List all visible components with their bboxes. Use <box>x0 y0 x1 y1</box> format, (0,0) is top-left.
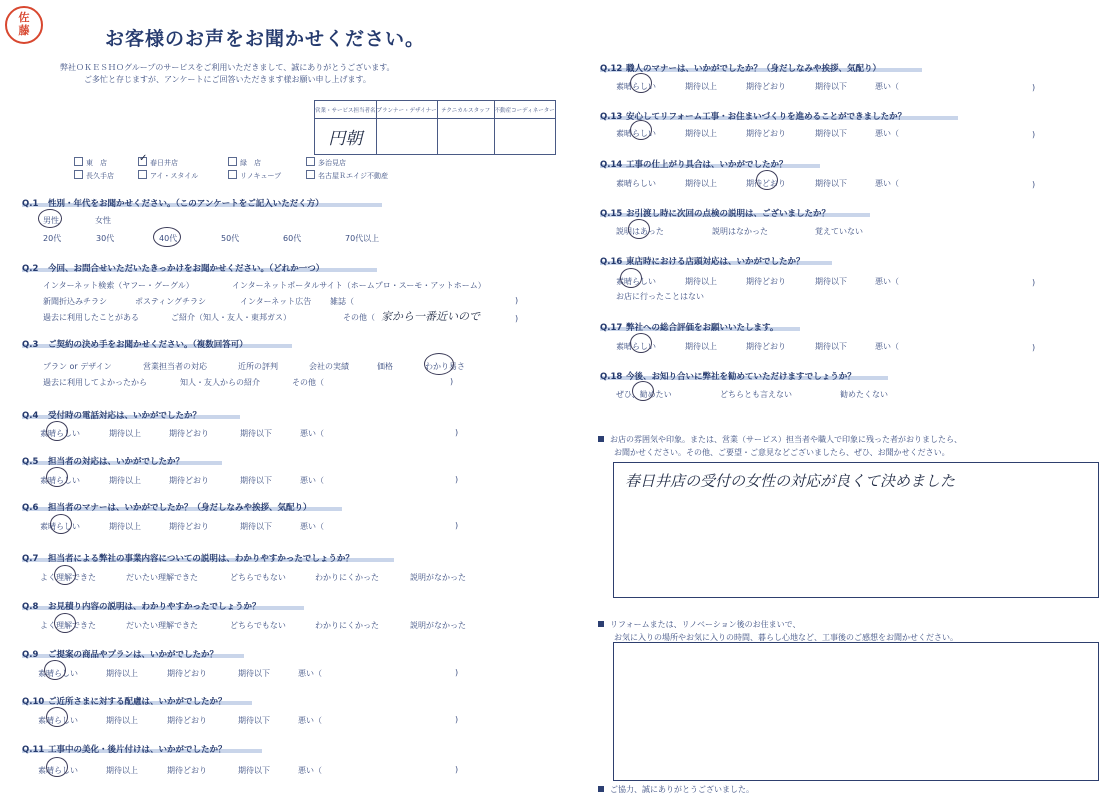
q7-option-mostly[interactable]: だいたい理解できた <box>126 573 198 582</box>
staff-header-realestate: 不動産コーディネーター <box>494 101 555 119</box>
q9-rating-excellent[interactable]: 素晴らしい <box>38 669 78 678</box>
checkbox-icon <box>228 170 237 179</box>
q2-option-referral[interactable]: ご紹介（知人・友人・東邦ガス） <box>171 313 291 322</box>
q12-rating-below[interactable]: 期待以下 <box>815 82 847 91</box>
q8-option-mostly[interactable]: だいたい理解できた <box>126 621 198 630</box>
q3-option-other[interactable]: その他（ <box>292 378 324 387</box>
answer-circle <box>50 514 72 534</box>
q5-rating-bad[interactable]: 悪い（ <box>300 476 324 485</box>
q14-rating-expected[interactable]: 期待どおり <box>746 179 786 188</box>
bullet-square-icon <box>598 786 604 792</box>
question-7: Q.7 担当者による弊社の事業内容についての説明は、わかりやすかったでしょうか？ <box>22 554 354 564</box>
q3-option-reputation[interactable]: 近所の評判 <box>238 362 278 371</box>
q2-option-magazine[interactable]: 雑誌（ <box>330 297 354 306</box>
checkbox-checked-icon: ✓ <box>139 153 148 164</box>
staff-value-planner <box>376 119 437 155</box>
q3-option-clarity[interactable]: わかり易さ <box>425 362 465 371</box>
q7-option-none[interactable]: 説明がなかった <box>410 573 466 582</box>
q12-rating-above[interactable]: 期待以上 <box>685 82 717 91</box>
staff-value-realestate <box>494 119 555 155</box>
q6-rating-expected[interactable]: 期待どおり <box>169 522 209 531</box>
q13-rating-bad[interactable]: 悪い（ <box>875 129 899 138</box>
q5-rating-expected[interactable]: 期待どおり <box>169 476 209 485</box>
answer-circle <box>630 120 652 140</box>
store-checkbox-istyle[interactable]: アイ・スタイル <box>138 170 198 181</box>
q6-rating-below[interactable]: 期待以下 <box>240 522 272 531</box>
q2-option-search[interactable]: インターネット検索（ヤフー・グーグル） <box>43 281 194 290</box>
q13-rating-above[interactable]: 期待以上 <box>685 129 717 138</box>
store-checkbox-tajimi[interactable]: 多治見店 <box>306 157 346 168</box>
question-4: Q.4 受付時の電話対応は、いかがでしたか？ <box>22 411 202 421</box>
q9-rating-above[interactable]: 期待以上 <box>106 669 138 678</box>
q14-rating-bad[interactable]: 悪い（ <box>875 179 899 188</box>
intro-line-1: 弊社ＯＫＥＳＨＯグループのサービスをご利用いただきまして、誠にありがとうございます。 <box>60 63 395 72</box>
q12-rating-excellent[interactable]: 素晴らしい <box>616 82 656 91</box>
comment1-prompt-line-1: お店の雰囲気や印象。または、営業（サービス）担当者や職人で印象に残った者がおりましたら、 <box>598 434 962 445</box>
question-2: Q.2 今回、お問合せいただいたきっかけをお聞かせください。（どれか一つ） <box>22 264 325 274</box>
q9-rating-below[interactable]: 期待以下 <box>238 669 270 678</box>
checkbox-icon <box>228 157 237 166</box>
q16-rating-excellent[interactable]: 素晴らしい <box>616 277 656 286</box>
q7-option-neutral[interactable]: どちらでもない <box>230 573 286 582</box>
q12-rating-bad[interactable]: 悪い（ <box>875 82 899 91</box>
checkbox-icon <box>74 157 83 166</box>
store-checkbox-rage[interactable]: 名古屋Ｒエイジ不動産 <box>306 170 388 181</box>
question-15: Q.15 お引渡し時に次回の点検の説明は、ございましたか？ <box>600 209 831 219</box>
question-6: Q.6 担当者のマナーは、いかがでしたか？（身だしなみや挨拶、気配り） <box>22 503 312 513</box>
q1-age-20[interactable]: 20代 <box>43 234 62 243</box>
question-10: Q.10 ご近所さまに対する配慮は、いかがでしたか？ <box>22 697 227 707</box>
question-9: Q.9 ご提案の商品やプランは、いかがでしたか？ <box>22 650 219 660</box>
question-1: Q.1 性別・年代をお聞かせください。（このアンケートをご記入いただく方） <box>22 199 324 209</box>
q13-rating-below[interactable]: 期待以下 <box>815 129 847 138</box>
q10-rating-bad[interactable]: 悪い（ <box>298 716 322 725</box>
q8-option-fully[interactable]: よく理解できた <box>40 621 96 630</box>
q8-option-none[interactable]: 説明がなかった <box>410 621 466 630</box>
q3-option-track-record[interactable]: 会社の実績 <box>309 362 349 371</box>
q5-rating-above[interactable]: 期待以上 <box>109 476 141 485</box>
comment2-prompt-line-2: お気に入りの場所やお気に入りの時間、暮らし心地など、工事後のご感想をお聞かせください。 <box>614 633 958 642</box>
question-18: Q.18 今後、お知り合いに弊社を勧めていただけますでしょうか？ <box>600 372 856 382</box>
store-checkbox-nagakute[interactable]: 長久手店 <box>74 170 114 181</box>
store-checkbox-renocube[interactable]: リノキューブ <box>228 170 281 181</box>
q14-rating-above[interactable]: 期待以上 <box>685 179 717 188</box>
intro-line-2: ご多忙と存じますが、アンケートにご回答いただきます様お願い申し上げます。 <box>84 75 371 84</box>
answer-circle <box>153 227 181 247</box>
q1-age-70[interactable]: 70代以上 <box>345 234 380 243</box>
q3-option-plan[interactable]: プラン or デザイン <box>43 362 112 371</box>
q1-age-40[interactable]: 40代 <box>159 234 178 243</box>
q4-rating-above[interactable]: 期待以上 <box>109 429 141 438</box>
q8-option-unclear[interactable]: わかりにくかった <box>315 621 379 630</box>
q6-rating-above[interactable]: 期待以上 <box>109 522 141 531</box>
q3-option-price[interactable]: 価格 <box>377 362 393 371</box>
answer-circle <box>46 757 68 777</box>
q17-rating-bad[interactable]: 悪い（ <box>875 342 899 351</box>
staff-table <box>314 100 556 155</box>
q5-rating-excellent[interactable]: 素晴らしい <box>40 476 80 485</box>
q13-rating-excellent[interactable]: 素晴らしい <box>616 129 656 138</box>
answer-circle <box>628 219 650 239</box>
q3-option-friend[interactable]: 知人・友人からの紹介 <box>180 378 260 387</box>
q6-rating-bad[interactable]: 悪い（ <box>300 522 324 531</box>
checkbox-icon <box>306 170 315 179</box>
q2-option-portal[interactable]: インターネットポータルサイト（ホームプロ・スーモ・アットホーム） <box>232 281 486 290</box>
q1-gender-male[interactable]: 男性 <box>43 216 59 225</box>
footer-thanks: ご協力、誠にありがとうございました。 <box>598 784 754 795</box>
answer-circle <box>46 707 68 727</box>
store-checkbox-kasugai[interactable]: ✓ 春日井店 <box>139 153 178 167</box>
answer-circle <box>630 73 652 93</box>
q4-rating-bad[interactable]: 悪い（ <box>300 429 324 438</box>
q17-rating-excellent[interactable]: 素晴らしい <box>616 342 656 351</box>
answer-circle <box>620 268 642 288</box>
q7-option-unclear[interactable]: わかりにくかった <box>315 573 379 582</box>
answer-circle <box>630 333 652 353</box>
q13-rating-expected[interactable]: 期待どおり <box>746 129 786 138</box>
q16-rating-below[interactable]: 期待以下 <box>815 277 847 286</box>
staff-header-sales: 営業・サービス担当者名 <box>315 101 377 119</box>
question-3: Q.3 ご契約の決め手をお聞かせください。（複数回答可） <box>22 340 248 350</box>
answer-circle <box>756 170 778 190</box>
q7-option-fully[interactable]: よく理解できた <box>40 573 96 582</box>
question-5: Q.5 担当者の対応は、いかがでしたか？ <box>22 457 185 467</box>
q16-rating-bad[interactable]: 悪い（ <box>875 277 899 286</box>
answer-circle <box>424 353 454 375</box>
q1-age-50[interactable]: 50代 <box>221 234 240 243</box>
answer-circle <box>46 421 68 441</box>
q4-rating-expected[interactable]: 期待どおり <box>169 429 209 438</box>
q18-option-neutral[interactable]: どちらとも言えない <box>720 390 792 399</box>
q11-rating-above[interactable]: 期待以上 <box>106 766 138 775</box>
stamp <box>5 6 43 44</box>
answer-circle <box>46 467 68 487</box>
answer-circle <box>44 660 66 680</box>
q18-option-recommend[interactable]: ぜひ、勧めたい <box>616 390 672 399</box>
q11-rating-excellent[interactable]: 素晴らしい <box>38 766 78 775</box>
checkbox-icon <box>306 157 315 166</box>
q17-rating-above[interactable]: 期待以上 <box>685 342 717 351</box>
answer-circle <box>54 565 76 585</box>
q2-option-posting[interactable]: ポスティングチラシ <box>135 297 207 306</box>
comment1-answer: 春日井店の受付の女性の対応が良くて決めました <box>625 472 956 490</box>
q10-rating-expected[interactable]: 期待どおり <box>167 716 207 725</box>
answer-circle <box>632 381 654 401</box>
comment2-prompt-line-1: リフォームまたは、リノベーション後のお住まいで、 <box>598 619 800 630</box>
q14-rating-excellent[interactable]: 素晴らしい <box>616 179 656 188</box>
bullet-square-icon <box>598 436 604 442</box>
question-8: Q.8 お見積り内容の説明は、わかりやすかったでしょうか？ <box>22 602 261 612</box>
question-12: Q.12 職人のマナーは、いかがでしたか？（身だしなみや挨拶、気配り） <box>600 64 882 74</box>
checkbox-icon <box>74 170 83 179</box>
q2-option-web-ad[interactable]: インターネット広告 <box>240 297 312 306</box>
stamp-text: 佐藤 <box>18 11 30 37</box>
q3-option-past[interactable]: 過去に利用してよかったから <box>43 378 147 387</box>
q12-rating-expected[interactable]: 期待どおり <box>746 82 786 91</box>
q5-rating-below[interactable]: 期待以下 <box>240 476 272 485</box>
q9-rating-expected[interactable]: 期待どおり <box>167 669 207 678</box>
question-17: Q.17 弊社への総合評価をお願いいたします。 <box>600 323 779 333</box>
q2-option-flyer[interactable]: 新聞折込みチラシ <box>43 297 107 306</box>
bullet-square-icon <box>598 621 604 627</box>
q14-rating-below[interactable]: 期待以下 <box>815 179 847 188</box>
staff-value-sales: 円朝 <box>315 119 377 155</box>
page-title: お客様のお声をお聞かせください。 <box>105 28 426 50</box>
q18-option-not-recommend[interactable]: 勧めたくない <box>840 390 888 399</box>
checkbox-icon <box>138 170 147 179</box>
q11-rating-bad[interactable]: 悪い（ <box>298 766 322 775</box>
question-14: Q.14 工事の仕上がり具合は、いかがでしたか？ <box>600 160 788 170</box>
question-11: Q.11 工事中の美化・後片付けは、いかがでしたか？ <box>22 745 227 755</box>
q1-gender-female[interactable]: 女性 <box>95 216 111 225</box>
q10-rating-above[interactable]: 期待以上 <box>106 716 138 725</box>
q1-age-30[interactable]: 30代 <box>96 234 115 243</box>
q17-rating-expected[interactable]: 期待どおり <box>746 342 786 351</box>
q8-option-neutral[interactable]: どちらでもない <box>230 621 286 630</box>
q15-option-forgot[interactable]: 覚えていない <box>815 227 863 236</box>
q10-rating-excellent[interactable]: 素晴らしい <box>38 716 78 725</box>
staff-header-technical: テクニカルスタッフ <box>437 101 494 119</box>
q11-rating-expected[interactable]: 期待どおり <box>167 766 207 775</box>
answer-circle <box>38 209 62 228</box>
q3-option-sales[interactable]: 営業担当者の対応 <box>143 362 207 371</box>
q17-rating-below[interactable]: 期待以下 <box>815 342 847 351</box>
q2-other-answer: 家から一番近いので <box>381 310 480 323</box>
store-checkbox-higashi[interactable]: 東 店 <box>74 157 107 168</box>
q2-option-other[interactable]: その他（ <box>343 313 375 322</box>
q16-rating-above[interactable]: 期待以上 <box>685 277 717 286</box>
q10-rating-below[interactable]: 期待以下 <box>238 716 270 725</box>
q11-rating-below[interactable]: 期待以下 <box>238 766 270 775</box>
q1-age-60[interactable]: 60代 <box>283 234 302 243</box>
question-16: Q.16 東店時における店頭対応は、いかがでしたか？ <box>600 257 805 267</box>
q9-rating-bad[interactable]: 悪い（ <box>298 669 322 678</box>
q6-rating-excellent[interactable]: 素晴らしい <box>40 522 80 531</box>
q16-rating-expected[interactable]: 期待どおり <box>746 277 786 286</box>
q15-option-not-explained[interactable]: 説明はなかった <box>712 227 768 236</box>
comment1-prompt-line-2: お聞かせください。その他、ご要望・ご意見などございましたら、ぜひ、お聞かせください。 <box>614 448 950 457</box>
staff-header-planner: プランナー・デザイナー <box>376 101 437 119</box>
store-checkbox-midori[interactable]: 緑 店 <box>228 157 261 168</box>
q15-option-explained[interactable]: 説明はあった <box>616 227 664 236</box>
q16-option-never-visited[interactable]: お店に行ったことはない <box>616 292 704 301</box>
q4-rating-below[interactable]: 期待以下 <box>240 429 272 438</box>
q2-option-past-use[interactable]: 過去に利用したことがある <box>43 313 139 322</box>
q4-rating-excellent[interactable]: 素晴らしい <box>40 429 80 438</box>
staff-value-technical <box>437 119 494 155</box>
question-13: Q.13 安心してリフォーム工事・お住まいづくりを進めることができましたか？ <box>600 112 907 122</box>
answer-circle <box>54 613 76 633</box>
comment2-box[interactable] <box>613 642 1099 781</box>
